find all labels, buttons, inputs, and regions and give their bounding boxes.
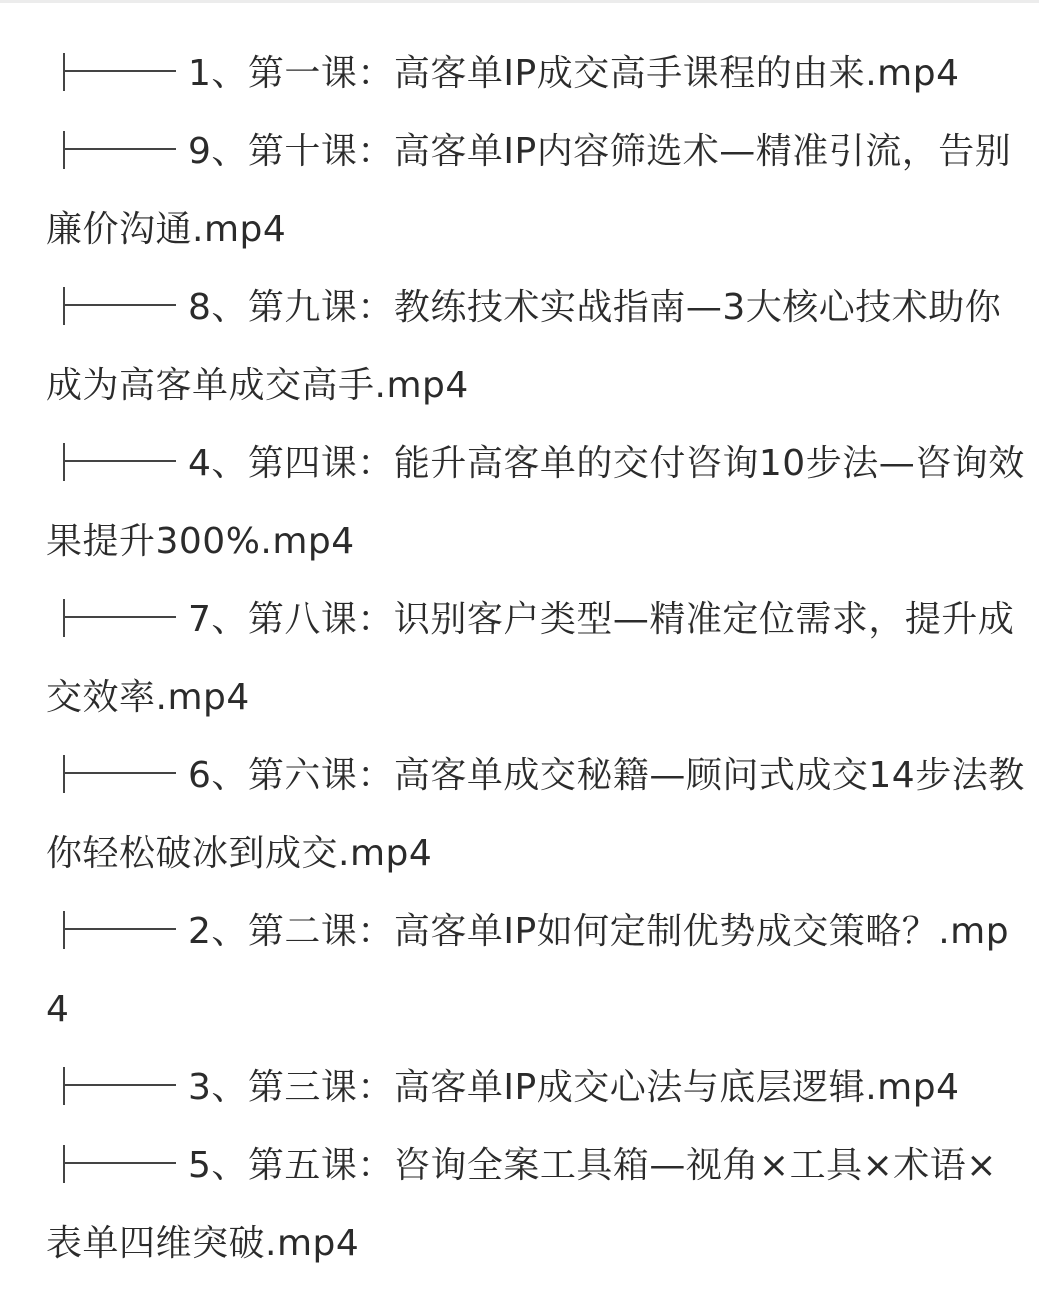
file-entry [46, 893, 1031, 1049]
file-name: 5、第五课：咨询全案工具箱—视角×工具×术语×表单四维突破.mp4 [46, 1145, 997, 1264]
file-list [46, 35, 1031, 1283]
tree-branch-icon [58, 443, 176, 479]
top-divider [0, 0, 1039, 3]
file-name: 8、第九课：教练技术实战指南—3大核心技术助你成为高客单成交高手.mp4 [46, 287, 1002, 406]
file-entry [46, 35, 1031, 113]
file-entry [46, 1127, 1031, 1283]
tree-branch-icon [58, 53, 176, 89]
file-entry [46, 737, 1031, 893]
file-entry [46, 425, 1031, 581]
tree-branch-icon [58, 1145, 176, 1181]
file-entry [46, 113, 1031, 269]
file-entry [46, 1049, 1031, 1127]
tree-branch-icon [58, 599, 176, 635]
file-name: 7、第八课：识别客户类型—精准定位需求，提升成交效率.mp4 [46, 599, 1015, 718]
file-entry [46, 269, 1031, 425]
tree-branch-icon [58, 287, 176, 323]
file-name: 6、第六课：高客单成交秘籍—顾问式成交14步法教你轻松破冰到成交.mp4 [46, 755, 1025, 874]
file-entry [46, 581, 1031, 737]
file-name: 3、第三课：高客单IP成交心法与底层逻辑.mp4 [188, 1067, 960, 1108]
tree-branch-icon [58, 131, 176, 167]
file-name: 9、第十课：高客单IP内容筛选术—精准引流，告别廉价沟通.mp4 [46, 131, 1012, 250]
tree-branch-icon [58, 755, 176, 791]
file-name: 4、第四课：能升高客单的交付咨询10步法—咨询效果提升300%.mp4 [46, 443, 1025, 562]
file-name: 2、第二课：高客单IP如何定制优势成交策略？.mp4 [46, 911, 1010, 1030]
tree-branch-icon [58, 1067, 176, 1103]
tree-branch-icon [58, 911, 176, 947]
file-name: 1、第一课：高客单IP成交高手课程的由来.mp4 [188, 53, 960, 94]
